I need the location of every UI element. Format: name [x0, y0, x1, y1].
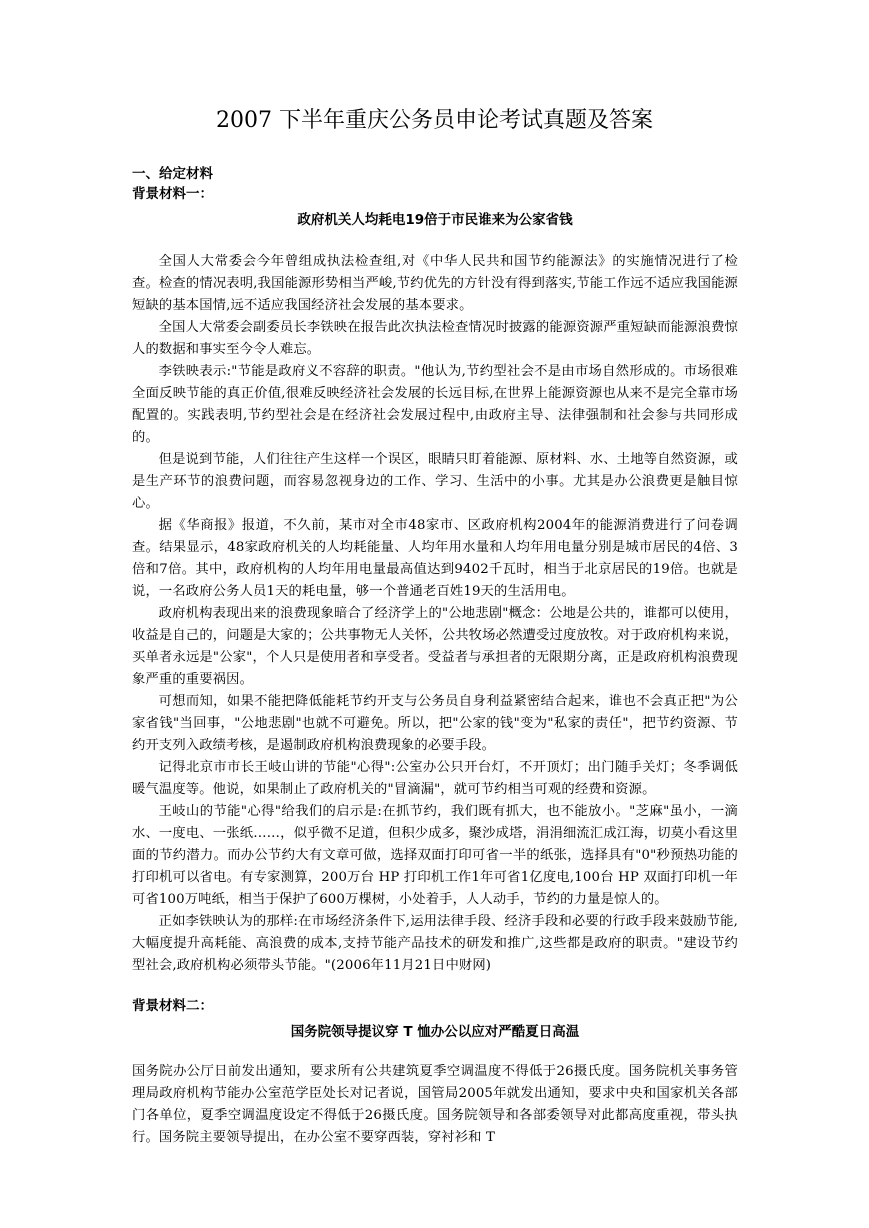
material-one-article-title: 政府机关人均耗电19倍于市民谁来为公家省钱: [297, 212, 573, 228]
material-one-paragraphs: [132, 251, 738, 977]
paragraph: 全国人大常委会今年曾组成执法检查组,对《中华人民共和国节约能源法》的实施情况进行了检查。检查的情况表明,我国能源形势相当严峻,节约优先的方针没有得到落实,节能工作远不适应我国能源短缺的基本国情,远不适应我国经济社会发展的基本要求。: [132, 254, 738, 313]
paragraph: 据《华商报》报道，不久前，某市对全市48家市、区政府机构2004年的能源消费进行了问卷调查。结果显示，48家政府机关的人均耗能量、人均年用水量和人均年用电量分别是城市居民的4倍、3倍和7倍。其中，政府机构的人均年用电量最高值达到9402千瓦时，相当于北京居民的19倍。也就是说，一名政府公务人员1天的耗电量，够一个普通老百姓19天的生活用电。: [132, 518, 738, 599]
paragraph: 可想而知，如果不能把降低能耗节约开支与公务员自身利益紧密结合起来，谁也不会真正把"为公家省钱"当回事，"公地悲剧"也就不可避免。所以，把"公家的钱"变为"私家的责任"，把节约资源、节约开支列入政绩考核，是遏制政府机构浪费现象的必要手段。: [132, 694, 738, 753]
paragraph: 国务院办公厅日前发出通知，要求所有公共建筑夏季空调温度不得低于26摄氏度。国务院机关事务管理局政府机构节能办公室范学臣处长对记者说，国管局2005年就发出通知，要求中央和国家机关各部门各单位，夏季空调温度设定不得低于26摄氏度。国务院领导和各部委领导对此都高度重视，带头执行。国务院主要领导提出，在办公室不要穿西装，穿衬衫和 T: [132, 1064, 738, 1145]
document-body: [132, 164, 738, 1149]
paragraph: 但是说到节能，人们往往产生这样一个误区，眼睛只盯着能源、原材料、水、土地等自然资源，或是生产环节的浪费问题，而容易忽视身边的工作、学习、生活中的小事。尤其是办公浪费更是触目惊心。: [132, 452, 738, 511]
material-one-label: 背景材料一：: [132, 186, 213, 202]
paragraph: 王岐山的节能"心得"给我们的启示是:在抓节约，我们既有抓大，也不能放小。"芝麻"虽小，一滴水、一度电、一张纸……，似乎微不足道，但积少成多，聚沙成塔，涓涓细流汇成江海，切莫小看这里面的节约潜力。而办公节约大有文章可做，选择双面打印可省一半的纸张，选择具有"0"秒预热功能的打印机可以省电。有专家测算，200万台 HP 打印机工作1年可省1亿度电,100台 HP 双面打印机一年可省100万吨纸，相当于保护了600万棵树，小处着手，人人动手，节约的力量是惊人的。: [132, 804, 738, 907]
paragraph: 全国人大常委会副委员长李铁映在报告此次执法检查情况时披露的能源资源严重短缺而能源浪费惊人的数据和事实至今令人难忘。: [132, 320, 738, 357]
paragraph: 政府机构表现出来的浪费现象暗合了经济学上的"公地悲剧"概念：公地是公共的，谁都可以使用，收益是自己的，问题是大家的；公共事物无人关怀，公共牧场必然遭受过度放牧。对于政府机构来说，买单者永远是"公家"，个人只是使用者和享受者。受益者与承担者的无限期分离，正是政府机构浪费现象严重的重要祸因。: [132, 606, 738, 687]
material-two-label: 背景材料二：: [132, 998, 213, 1014]
material-two-article-title: 国务院领导提议穿 T 恤办公以应对严酷夏日高温: [290, 1024, 580, 1040]
document-title: 2007 下半年重庆公务员申论考试真题及答案: [216, 108, 653, 133]
paragraph: 记得北京市市长王岐山讲的节能"心得":公室办公只开台灯，不开顶灯；出门随手关灯；冬季调低暖气温度等。他说，如果制止了政府机关的"冒滴漏"，就可节约相当可观的经费和资源。: [132, 760, 738, 797]
material-two-paragraphs: [132, 1061, 738, 1149]
paragraph: 正如李铁映认为的那样:在市场经济条件下,运用法律手段、经济手段和必要的行政手段来鼓励节能,大幅度提升高耗能、高浪费的成本,支持节能产品技术的研发和推广,这些都是政府的职责。"建设节约型社会,政府机构必须带头节能。"(2006年11月21日中财网): [132, 914, 738, 973]
section-gap: [132, 977, 738, 996]
section-heading: 一、给定材料: [132, 166, 213, 182]
paragraph: 李铁映表示:"节能是政府义不容辞的职责。"他认为,节约型社会不是由市场自然形成的。市场很难全面反映节能的真正价值,很难反映经济社会发展的长远目标,在世界上能源资源也从来不是完全靠市场配置的。实践表明,节约型社会是在经济社会发展过程中,由政府主导、法律强制和社会参与共同形成的。: [132, 364, 738, 445]
